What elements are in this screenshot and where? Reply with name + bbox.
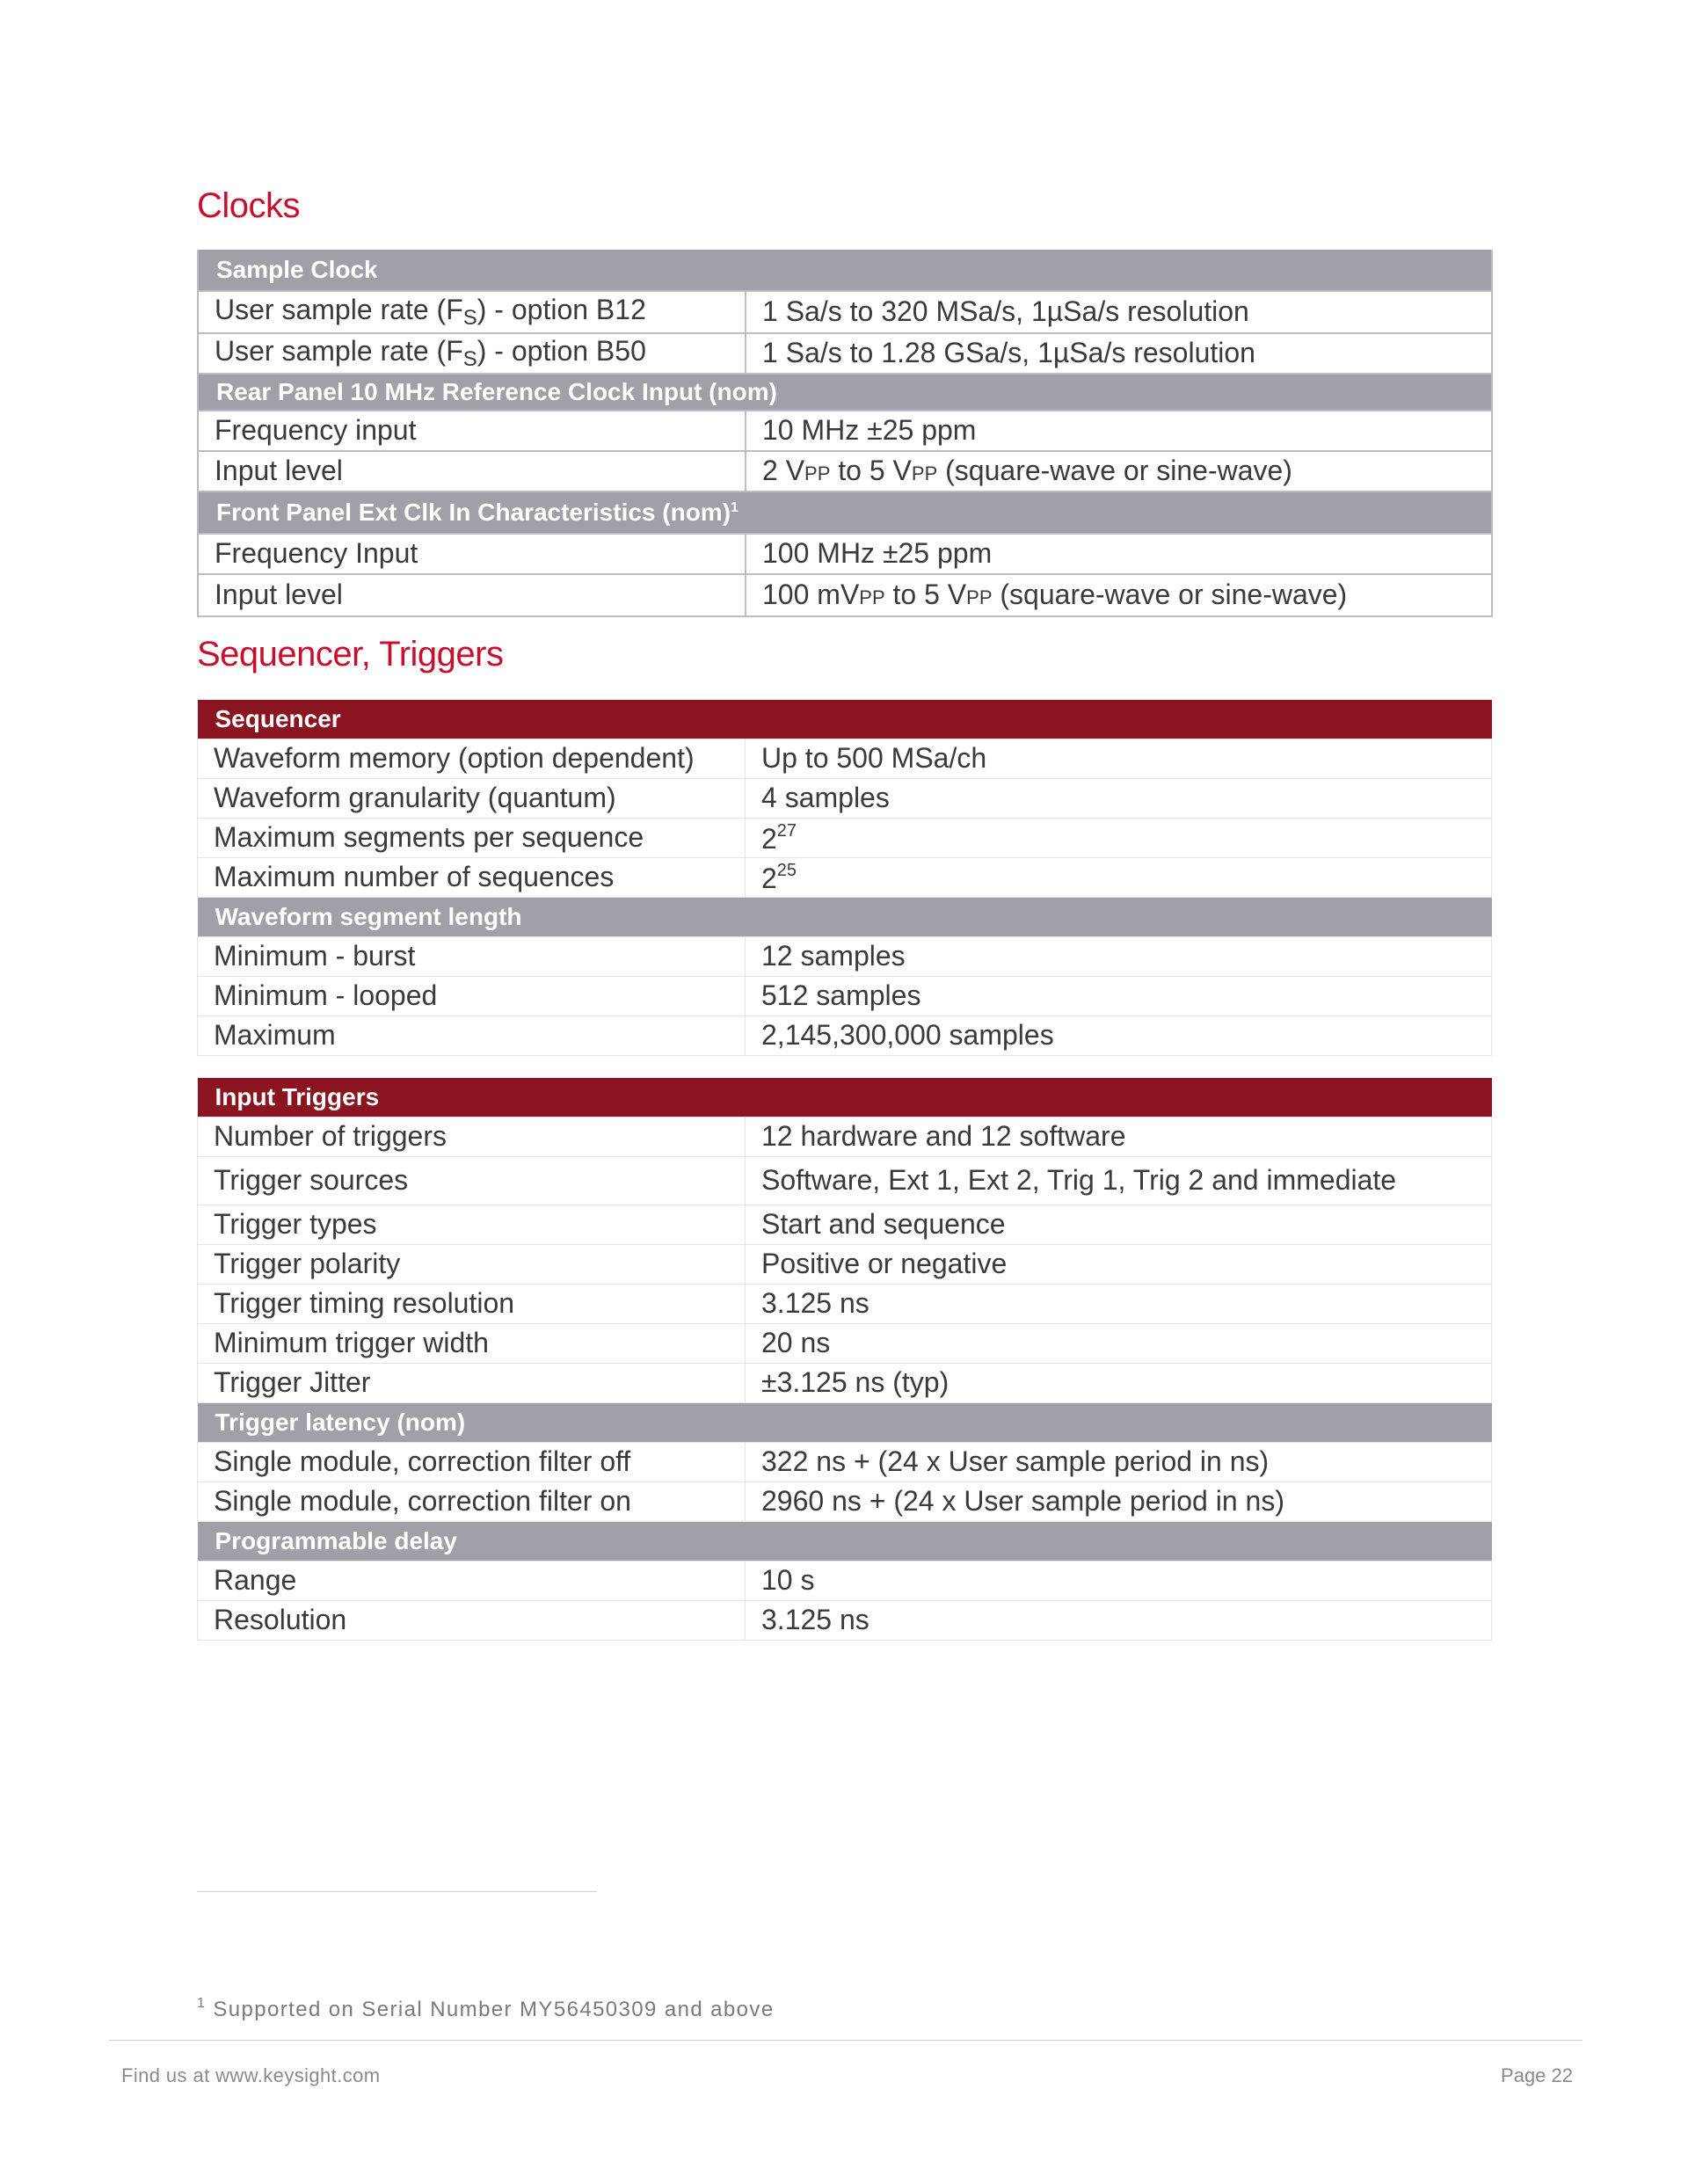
table-row bbox=[198, 534, 1492, 574]
triggers-table bbox=[197, 1078, 1492, 1641]
table-row bbox=[198, 779, 1492, 819]
spec-label: Trigger Jitter bbox=[198, 1364, 746, 1403]
table-row bbox=[198, 411, 1492, 451]
spec-value: 1 Sa/s to 1.28 GSa/s, 1µSa/s resolution bbox=[746, 333, 1492, 374]
table-header-row bbox=[198, 898, 1492, 937]
table-row bbox=[198, 333, 1492, 374]
spec-label: Minimum trigger width bbox=[198, 1324, 746, 1364]
programmable-delay-header: Programmable delay bbox=[198, 1522, 1492, 1562]
spec-label: Trigger timing resolution bbox=[198, 1285, 746, 1324]
spec-value: 20 ns bbox=[746, 1324, 1492, 1364]
table-row bbox=[198, 937, 1492, 977]
table-header-row bbox=[198, 1078, 1492, 1117]
table-row bbox=[198, 1562, 1492, 1601]
table-row bbox=[198, 1157, 1492, 1205]
spec-label: Maximum number of sequences bbox=[198, 858, 746, 898]
spec-label: Waveform granularity (quantum) bbox=[198, 779, 746, 819]
front-panel-header: Front Panel Ext Clk In Characteristics (nom)$^1$ bbox=[198, 491, 1492, 534]
spec-value: 12 hardware and 12 software bbox=[746, 1117, 1492, 1157]
trigger-latency-header: Trigger latency (nom) bbox=[198, 1403, 1492, 1443]
spec-label: Frequency input bbox=[198, 411, 746, 451]
spec-label: Trigger sources bbox=[198, 1157, 746, 1205]
footnote-ref: 1 bbox=[731, 500, 738, 515]
spec-label: Maximum bbox=[198, 1016, 746, 1056]
input-triggers-header: Input Triggers bbox=[198, 1078, 1492, 1117]
table-header-row bbox=[198, 250, 1492, 291]
sample-clock-header: Sample Clock bbox=[198, 250, 1492, 291]
table-row bbox=[198, 858, 1492, 898]
spec-value: ±3.125 ns (typ) bbox=[746, 1364, 1492, 1403]
table-header-row bbox=[198, 700, 1492, 739]
table-row bbox=[198, 1364, 1492, 1403]
spec-value: 4 samples bbox=[746, 779, 1492, 819]
spec-value: Start and sequence bbox=[746, 1205, 1492, 1245]
table-row bbox=[198, 1443, 1492, 1482]
spec-value: $2^{25}$ bbox=[746, 858, 1492, 898]
spec-value: 1 Sa/s to 320 MSa/s, 1µSa/s resolution bbox=[746, 291, 1492, 333]
table-row bbox=[198, 1205, 1492, 1245]
spec-label: Frequency Input bbox=[198, 534, 746, 574]
table-header-row bbox=[198, 1522, 1492, 1562]
footer-website-link[interactable]: Find us at www.keysight.com bbox=[121, 2064, 381, 2086]
spec-value: Up to 500 MSa/ch bbox=[746, 739, 1492, 779]
spec-value: 2960 ns + (24 x User sample period in ns) bbox=[746, 1482, 1492, 1522]
table-row bbox=[198, 1016, 1492, 1056]
spec-value: 2 VPP to 5 VPP (square-wave or sine-wave) bbox=[746, 451, 1492, 491]
footnote bbox=[197, 1996, 775, 2022]
sequencer-table bbox=[197, 700, 1492, 1056]
spec-label: Minimum - burst bbox=[198, 937, 746, 977]
spec-label: Input level bbox=[198, 451, 746, 491]
spec-label: Range bbox=[198, 1562, 746, 1601]
segment-length-header: Waveform segment length bbox=[198, 898, 1492, 937]
spec-value: 2,145,300,000 samples bbox=[746, 1016, 1492, 1056]
table-header-row bbox=[198, 1403, 1492, 1443]
table-header-row bbox=[198, 374, 1492, 411]
table-row bbox=[198, 1245, 1492, 1285]
spec-label: User sample rate $(F_S)$ - option B50 bbox=[198, 333, 746, 374]
spec-label: Trigger types bbox=[198, 1205, 746, 1245]
spec-value: Positive or negative bbox=[746, 1245, 1492, 1285]
table-row bbox=[198, 1117, 1492, 1157]
table-header-row bbox=[198, 491, 1492, 534]
spec-label: Input level bbox=[198, 574, 746, 616]
spec-value: $2^{27}$ bbox=[746, 819, 1492, 858]
table-row bbox=[198, 819, 1492, 858]
rear-panel-header: Rear Panel 10 MHz Reference Clock Input (nom) bbox=[198, 374, 1492, 411]
spec-value: 10 s bbox=[746, 1562, 1492, 1601]
spec-label: Waveform memory (option dependent) bbox=[198, 739, 746, 779]
table-row bbox=[198, 574, 1492, 616]
section-title-sequencer: Sequencer, Triggers bbox=[197, 635, 504, 673]
page-number: Page 22 bbox=[1501, 2064, 1573, 2086]
table-row bbox=[198, 291, 1492, 333]
section-title-clocks: Clocks bbox=[197, 186, 301, 225]
spec-value: Software, Ext 1, Ext 2, Trig 1, Trig 2 and immediate bbox=[746, 1157, 1492, 1205]
spec-value: 100 MHz ±25 ppm bbox=[746, 534, 1492, 574]
spec-value: 512 samples bbox=[746, 977, 1492, 1016]
table-row bbox=[198, 1601, 1492, 1641]
table-row bbox=[198, 1482, 1492, 1522]
sequencer-header: Sequencer bbox=[198, 700, 1492, 739]
spec-value: 12 samples bbox=[746, 937, 1492, 977]
spec-label: Maximum segments per sequence bbox=[198, 819, 746, 858]
footnote-mark: 1 bbox=[197, 1996, 207, 2011]
spec-value: 322 ns + (24 x User sample period in ns) bbox=[746, 1443, 1492, 1482]
spec-label: User sample rate $(F_S)$ - option B12 bbox=[198, 291, 746, 333]
spec-value: 3.125 ns bbox=[746, 1285, 1492, 1324]
spec-label: Resolution bbox=[198, 1601, 746, 1641]
clocks-table bbox=[197, 250, 1493, 617]
table-row bbox=[198, 1324, 1492, 1364]
spec-value: 100 mVPP to 5 VPP (square-wave or sine-wave) bbox=[746, 574, 1492, 616]
spec-value: 10 MHz ±25 ppm bbox=[746, 411, 1492, 451]
spec-label: Number of triggers bbox=[198, 1117, 746, 1157]
spec-label: Single module, correction filter on bbox=[198, 1482, 746, 1522]
spec-value: 3.125 ns bbox=[746, 1601, 1492, 1641]
spec-label: Single module, correction filter off bbox=[198, 1443, 746, 1482]
table-row bbox=[198, 1285, 1492, 1324]
spec-label: Trigger polarity bbox=[198, 1245, 746, 1285]
footnote-divider bbox=[197, 1891, 597, 1892]
table-row bbox=[198, 977, 1492, 1016]
table-row bbox=[198, 451, 1492, 491]
footnote-text: Supported on Serial Number MY56450309 and above bbox=[206, 1998, 775, 2021]
spec-label: Minimum - looped bbox=[198, 977, 746, 1016]
table-row bbox=[198, 739, 1492, 779]
footer-divider bbox=[109, 2040, 1582, 2041]
